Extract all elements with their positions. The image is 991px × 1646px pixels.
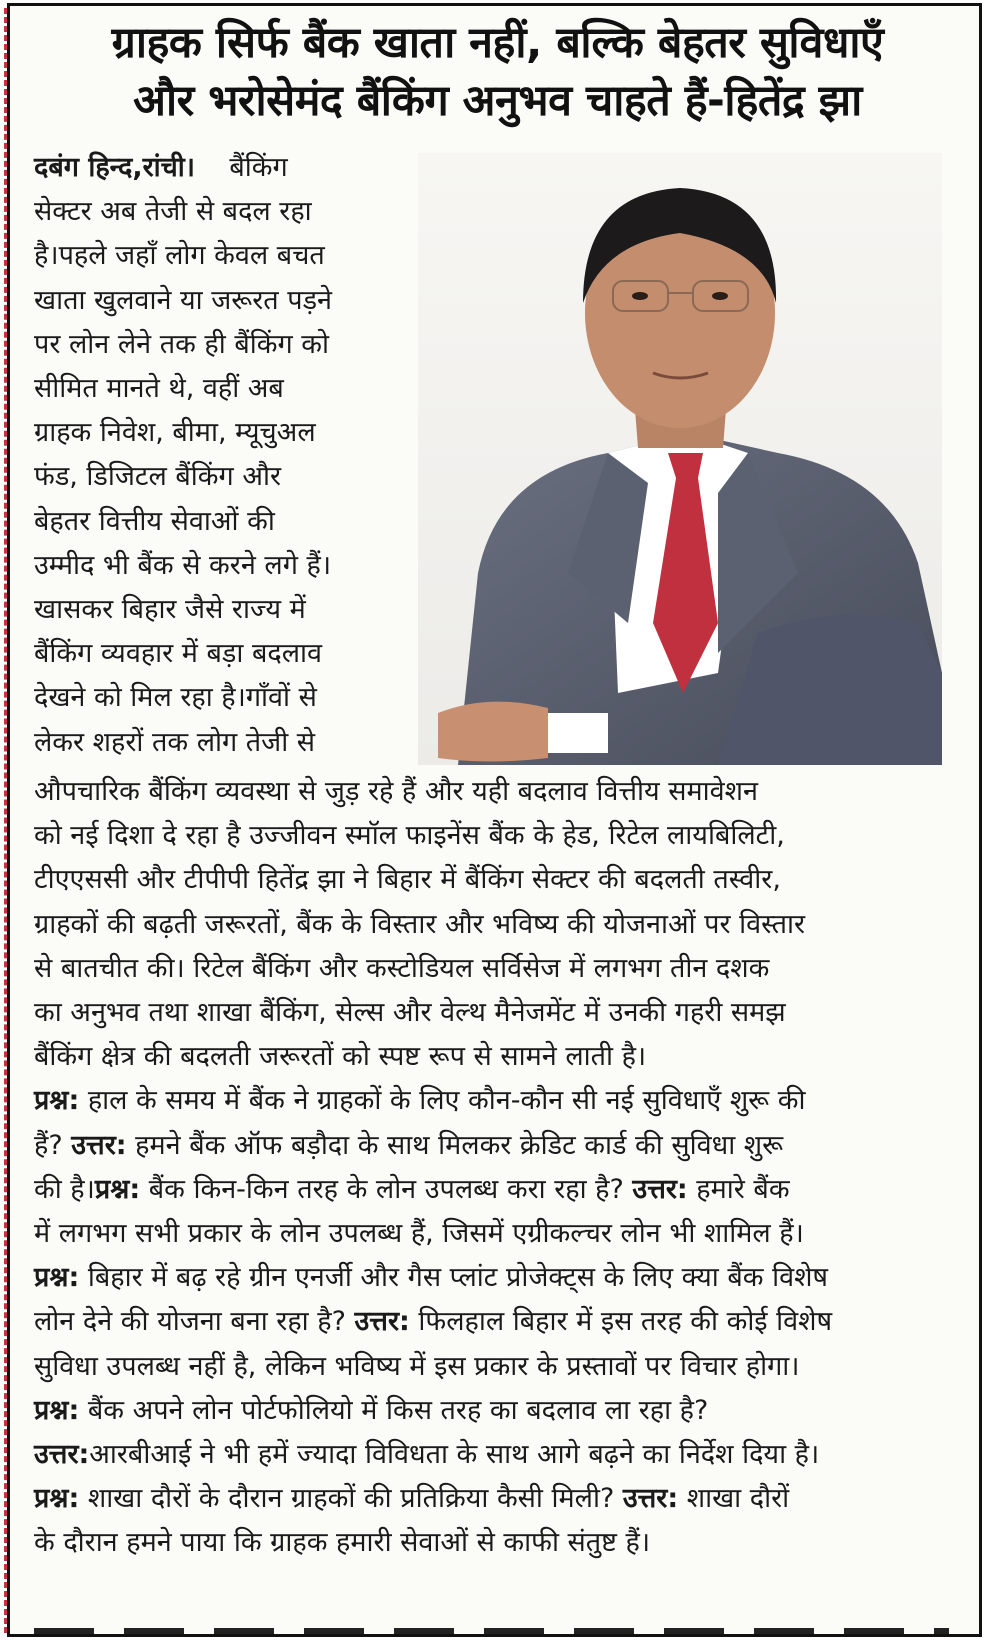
qa-marker: उत्तर:	[622, 1483, 679, 1515]
headline-line-1: ग्राहक सिर्फ बैंक खाता नहीं, बल्कि बेहतर सुविधाएँ	[111, 18, 884, 68]
qa-marker: उत्तर:	[354, 1306, 410, 1338]
column-line: ग्राहक निवेश, बीमा, म्यूचुअल	[34, 417, 316, 449]
qa-text: हमारे बैंक	[687, 1173, 790, 1205]
column-line: बेहतर वित्तीय सेवाओं की	[34, 505, 275, 537]
dateline: दबंग हिन्द,रांची।	[34, 152, 196, 183]
qa-text: में लगभग सभी प्रकार के लोन उपलब्ध हैं, जिसमें एग्रीकल्चर लोन भी शामिल हैं।	[34, 1218, 804, 1250]
qa-line	[34, 1124, 949, 1168]
qa-line	[34, 1477, 949, 1521]
qa-text: के दौरान हमने पाया कि ग्राहक हमारी सेवाओं से काफी संतुष्ट हैं।	[34, 1527, 651, 1559]
qa-marker: उत्तर:	[632, 1173, 688, 1205]
qa-text: फिलहाल बिहार में इस तरह की कोई विशेष	[409, 1306, 833, 1338]
column-line: उम्मीद भी बैंक से करने लगे हैं।	[34, 549, 332, 581]
qa-line	[34, 1212, 949, 1256]
qa-text: हमने बैंक ऑफ बड़ौदा के साथ मिलकर क्रेडिट कार्ड की सुविधा शुरू	[126, 1129, 784, 1161]
column-line: बैंकिंग	[229, 152, 288, 183]
qa-text: बैंक अपने लोन पोर्टफोलियो में किस तरह का बदलाव ला रहा है?	[79, 1394, 709, 1426]
column-line: खासकर बिहार जैसे राज्य में	[34, 594, 306, 626]
qa-line	[34, 1521, 949, 1565]
qa-marker: प्रश्न:	[34, 1085, 80, 1117]
body-line: ग्राहकों की बढ़ती जरूरतों, बैंक के विस्तार और भविष्य की योजनाओं पर विस्तार	[34, 908, 806, 940]
column-line: फंड, डिजिटल बैंकिंग और	[34, 461, 281, 493]
qa-text: हैं?	[34, 1129, 72, 1161]
qa-line	[34, 1433, 949, 1477]
column-line: पर लोन लेने तक ही बैंकिंग को	[34, 328, 329, 360]
body-line: को नई दिशा दे रहा है उज्जीवन स्मॉल फाइनेंस बैंक के हेड, रिटेल लायबिलिटी,	[34, 820, 785, 852]
body-line: से बातचीत की। रिटेल बैंकिंग और कस्टोडियल सर्विसेज में लगभग तीन दशक	[34, 952, 770, 984]
qa-marker: प्रश्न:	[94, 1173, 141, 1205]
body-line: औपचारिक बैंकिंग व्यवस्था से जुड़ रहे हैं और यही बदलाव वित्तीय समावेशन	[34, 776, 758, 807]
qa-text: शाखा दौरों	[678, 1483, 790, 1515]
body-line: टीएएससी और टीपीपी हितेंद्र झा ने बिहार में बैंकिंग सेक्टर की बदलती तस्वीर,	[34, 864, 781, 896]
column-line: खाता खुलवाने या जरूरत पड़ने	[34, 284, 333, 316]
qa-line	[34, 1300, 949, 1344]
qa-line	[34, 1079, 949, 1123]
qa-marker: प्रश्न:	[34, 1262, 80, 1294]
article-body	[34, 770, 949, 1566]
column-first-line	[34, 146, 404, 190]
qa-marker: प्रश्न:	[34, 1394, 80, 1426]
qa-text: सुविधा उपलब्ध नहीं है, लेकिन भविष्य में इस प्रकार के प्रस्तावों पर विचार होगा।	[34, 1350, 800, 1382]
qa-marker: प्रश्न:	[34, 1483, 80, 1515]
headline-line-2: और भरोसेमंद बैंकिंग अनुभव चाहते हैं-हितेंद्र झा	[133, 76, 862, 126]
qa-marker: उत्तर:	[34, 1439, 90, 1471]
qa-line	[34, 1256, 949, 1300]
qa-line	[34, 1389, 949, 1433]
qa-line	[34, 1345, 949, 1389]
qa-text: शाखा दौरों के दौरान ग्राहकों की प्रतिक्रिया कैसी मिली?	[79, 1483, 623, 1515]
qa-text: आरबीआई ने भी हमें ज्यादा विविधता के साथ आगे बढ़ने का निर्देश दिया है।	[89, 1439, 820, 1471]
qa-marker: उत्तर:	[71, 1129, 127, 1161]
qa-text: हाल के समय में बैंक ने ग्राहकों के लिए कौन-कौन सी नई सुविधाएँ शुरू की	[79, 1085, 806, 1117]
qa-text: बिहार में बढ़ रहे ग्रीन एनर्जी और गैस प्लांट प्रोजेक्ट्स के लिए क्या बैंक विशेष	[79, 1262, 829, 1294]
qa-text: की है।	[34, 1173, 95, 1205]
column-rule	[4, 8, 7, 1633]
headline	[20, 14, 975, 130]
body-line: बैंकिंग क्षेत्र की बदलती जरूरतों को स्पष्ट रूप से सामने लाती है।	[34, 1041, 647, 1073]
column-line: लेकर शहरों तक लोग तेजी से	[34, 726, 316, 758]
column-line: सेक्टर अब तेजी से बदल रहा	[34, 196, 312, 228]
portrait-illustration	[418, 153, 942, 765]
bottom-rule	[34, 1628, 949, 1634]
qa-text: लोन देने की योजना बना रहा है?	[34, 1306, 355, 1338]
column-line: है।पहले जहाँ लोग केवल बचत	[34, 240, 325, 272]
portrait-photo	[418, 153, 942, 765]
column-line: बैंकिंग व्यवहार में बड़ा बदलाव	[34, 638, 323, 670]
column-line: सीमित मानते थे, वहीं अब	[34, 373, 284, 405]
qa-section	[34, 1079, 949, 1565]
qa-line	[34, 1168, 949, 1212]
qa-text: बैंक किन-किन तरह के लोन उपलब्ध करा रहा है?	[140, 1173, 633, 1205]
column-text	[34, 146, 404, 765]
column-line: देखने को मिल रहा है।गाँवों से	[34, 682, 317, 714]
body-line: का अनुभव तथा शाखा बैंकिंग, सेल्स और वेल्थ मैनेजमेंट में उनकी गहरी समझ	[34, 997, 786, 1029]
